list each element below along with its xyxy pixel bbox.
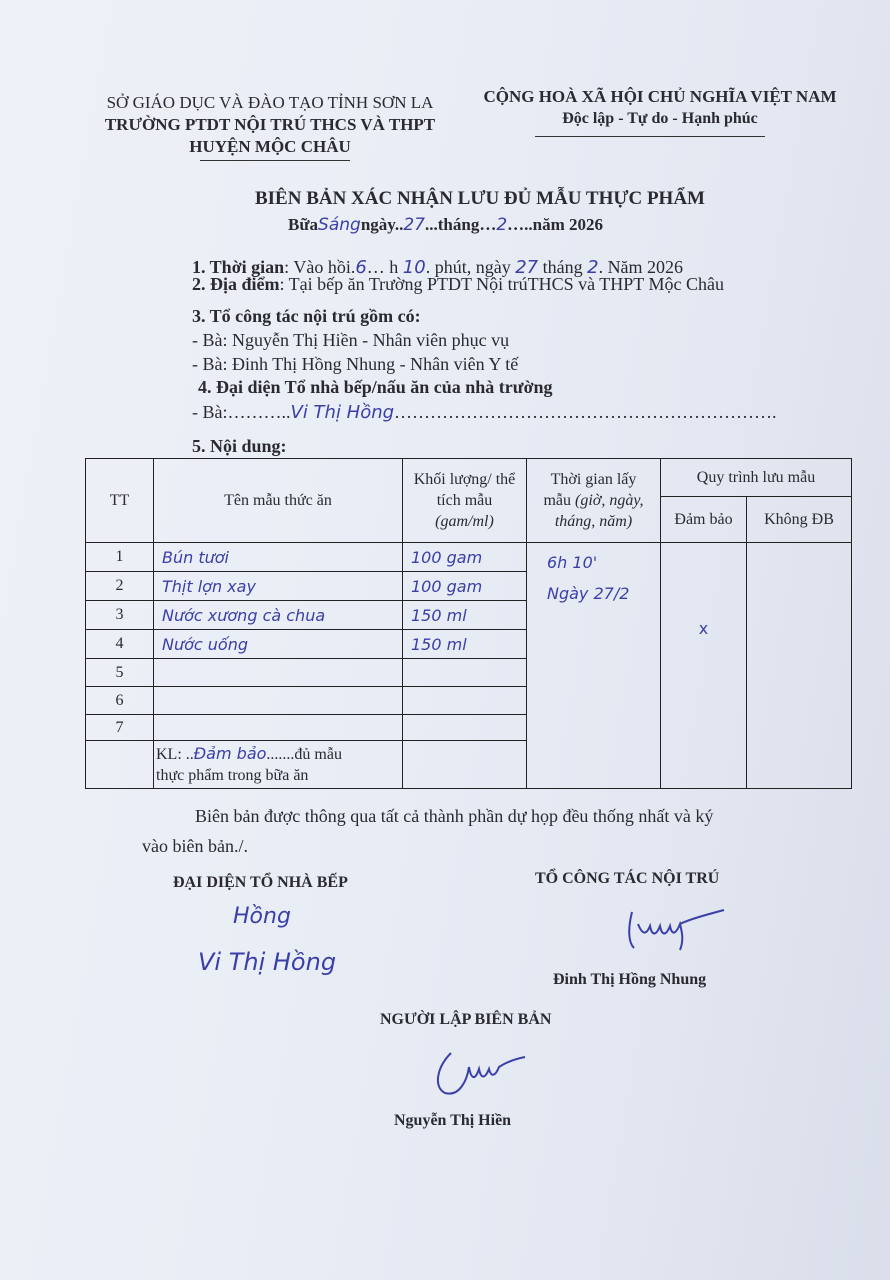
row-weight [403, 659, 527, 687]
not-ok-cell [747, 543, 852, 789]
closing-line1: Biên bản được thông qua tất cả thành phần dự họp đều thống nhất và ký [195, 806, 714, 826]
row-weight [403, 715, 527, 741]
row-tt: 7 [86, 715, 154, 741]
meal-handwritten: Sáng [318, 215, 361, 235]
sample-table [85, 458, 852, 789]
row-food-name [154, 687, 403, 715]
conclusion-handwritten: Đảm bảo [193, 744, 267, 763]
team-sign-title: TỔ CÔNG TÁC NỘI TRÚ [535, 870, 720, 887]
meal-month-label: ...tháng… [425, 215, 497, 234]
school-name-line1: TRƯỜNG PTDT NỘI TRÚ THCS VÀ THPT [104, 115, 436, 134]
row-food-name: Thịt lợn xay [154, 572, 403, 601]
row-weight: 100 gam [403, 543, 527, 572]
row-weight [403, 687, 527, 715]
national-header [470, 86, 850, 130]
time-header-line2b: (giờ, ngày, [575, 492, 644, 509]
col-header-ok: Đảm bảo [661, 497, 747, 543]
row-weight: 150 ml [403, 601, 527, 630]
row-food-name: Nước uống [154, 630, 403, 659]
kitchen-signature: Hồng [233, 904, 291, 929]
time-label: 1. Thời gian [192, 257, 285, 277]
place-text: : Tại bếp ăn Trường PTDT Nội trúTHCS và THPT Mộc Châu [279, 274, 724, 294]
time-text-year: . Năm 2026 [598, 257, 684, 277]
meal-prefix: Bữa [288, 215, 319, 234]
sample-time-cell [527, 543, 661, 789]
row-weight: 150 ml [403, 630, 527, 659]
kitchen-rep-line [192, 402, 777, 423]
conclusion-tt [86, 741, 154, 789]
meal-day-label: ngày.. [360, 215, 404, 234]
minute-handwritten: 10 [402, 257, 426, 278]
conclusion-line2: thực phẩm trong bữa ăn [156, 767, 309, 784]
school-name-line2: HUYỆN MỘC CHÂU [189, 137, 351, 156]
col-header-name: Tên mẫu thức ăn [154, 459, 403, 543]
place-label: 2. Địa điểm [192, 274, 280, 294]
row-food-name [154, 659, 403, 687]
weight-header-line2: tích mẫu [436, 492, 493, 509]
row-tt: 5 [86, 659, 154, 687]
time-header-line2: mẫu [543, 492, 571, 509]
time-text-minute: . phút, ngày [425, 257, 511, 277]
header-underline-right [535, 136, 765, 137]
ok-cell [661, 543, 747, 789]
sample-date-handwritten: Ngày 27/2 [547, 584, 630, 603]
team-member-2: - Bà: Đinh Thị Hồng Nhung - Nhân viên Y tế [192, 354, 519, 374]
closing-line2: vào biên bản./. [142, 836, 248, 856]
row-tt: 2 [86, 572, 154, 601]
col-header-tt: TT [86, 459, 154, 543]
kitchen-sign-title: ĐẠI DIỆN TỔ NHÀ BẾP [173, 874, 348, 891]
ok-mark: x [698, 619, 709, 638]
country-name: CỘNG HOÀ XÃ HỘI CHỦ NGHĨA VIỆT NAM [483, 87, 837, 106]
team-signature-mark [620, 900, 730, 955]
content-label: 5. Nội dung: [192, 436, 287, 456]
col-header-weight [403, 459, 527, 543]
national-motto: Độc lập - Tự do - Hạnh phúc [562, 110, 758, 127]
conclusion-suffix: .......đủ mẫu [266, 746, 342, 763]
conclusion-weight [403, 741, 527, 789]
team-member-1: - Bà: Nguyễn Thị Hiền - Nhân viên phục vụ [192, 330, 510, 350]
department-name: SỞ GIÁO DỤC VÀ ĐÀO TẠO TỈNH SƠN LA [106, 93, 434, 112]
hour-handwritten: 6 [355, 257, 367, 278]
col-header-time [527, 459, 661, 543]
sample-time-handwritten: 6h 10' [547, 553, 598, 572]
kitchen-rep-prefix: - Bà:……….. [192, 402, 291, 422]
date-day-handwritten: 27 [515, 257, 539, 278]
row-tt: 4 [86, 630, 154, 659]
conclusion-cell [154, 741, 403, 789]
row-tt: 6 [86, 687, 154, 715]
conclusion-prefix: KL: .. [156, 746, 194, 763]
document-title: BIÊN BẢN XÁC NHẬN LƯU ĐỦ MẪU THỰC PHẨM [254, 188, 705, 209]
weight-header-line1: Khối lượng/ thể [413, 471, 516, 488]
table-row [86, 543, 852, 572]
place-line [192, 274, 724, 295]
col-header-not-ok: Không ĐB [747, 497, 852, 543]
kitchen-rep-dots: ………………………………………………………. [394, 402, 777, 422]
row-weight: 100 gam [403, 572, 527, 601]
date-month-handwritten: 2 [587, 257, 599, 278]
team-signer-name: Đinh Thị Hồng Nhung [553, 971, 707, 988]
meal-day-handwritten: 27 [403, 215, 425, 235]
row-food-name: Nước xương cà chua [154, 601, 403, 630]
row-tt: 1 [86, 543, 154, 572]
time-text: : Vào hồi. [284, 257, 356, 277]
row-food-name [154, 715, 403, 741]
time-text-h: … h [366, 257, 399, 277]
writer-name: Nguyễn Thị Hiền [394, 1112, 512, 1129]
weight-header-line3: (gam/ml) [435, 513, 494, 530]
writer-sign-title: NGƯỜI LẬP BIÊN BẢN [380, 1011, 552, 1028]
meal-month-handwritten: 2 [496, 215, 508, 235]
kitchen-signer-name: Vi Thị Hồng [198, 948, 337, 976]
kitchen-rep-label: 4. Đại diện Tổ nhà bếp/nấu ăn của nhà trường [198, 377, 553, 397]
agency-header [60, 92, 480, 158]
time-text-month: tháng [542, 257, 583, 277]
header-underline-left [200, 160, 350, 161]
time-header-line1: Thời gian lấy [550, 471, 637, 488]
writer-signature-mark [425, 1045, 535, 1103]
row-tt: 3 [86, 601, 154, 630]
meal-year-label: …..năm 2026 [507, 215, 604, 234]
row-food-name: Bún tươi [154, 543, 403, 572]
kitchen-rep-handwritten: Vi Thị Hồng [290, 402, 395, 423]
col-header-process: Quy trình lưu mẫu [661, 459, 852, 497]
meal-line [288, 215, 603, 235]
time-header-line3: tháng, năm) [554, 513, 633, 530]
team-label: 3. Tổ công tác nội trú gồm có: [192, 306, 421, 326]
